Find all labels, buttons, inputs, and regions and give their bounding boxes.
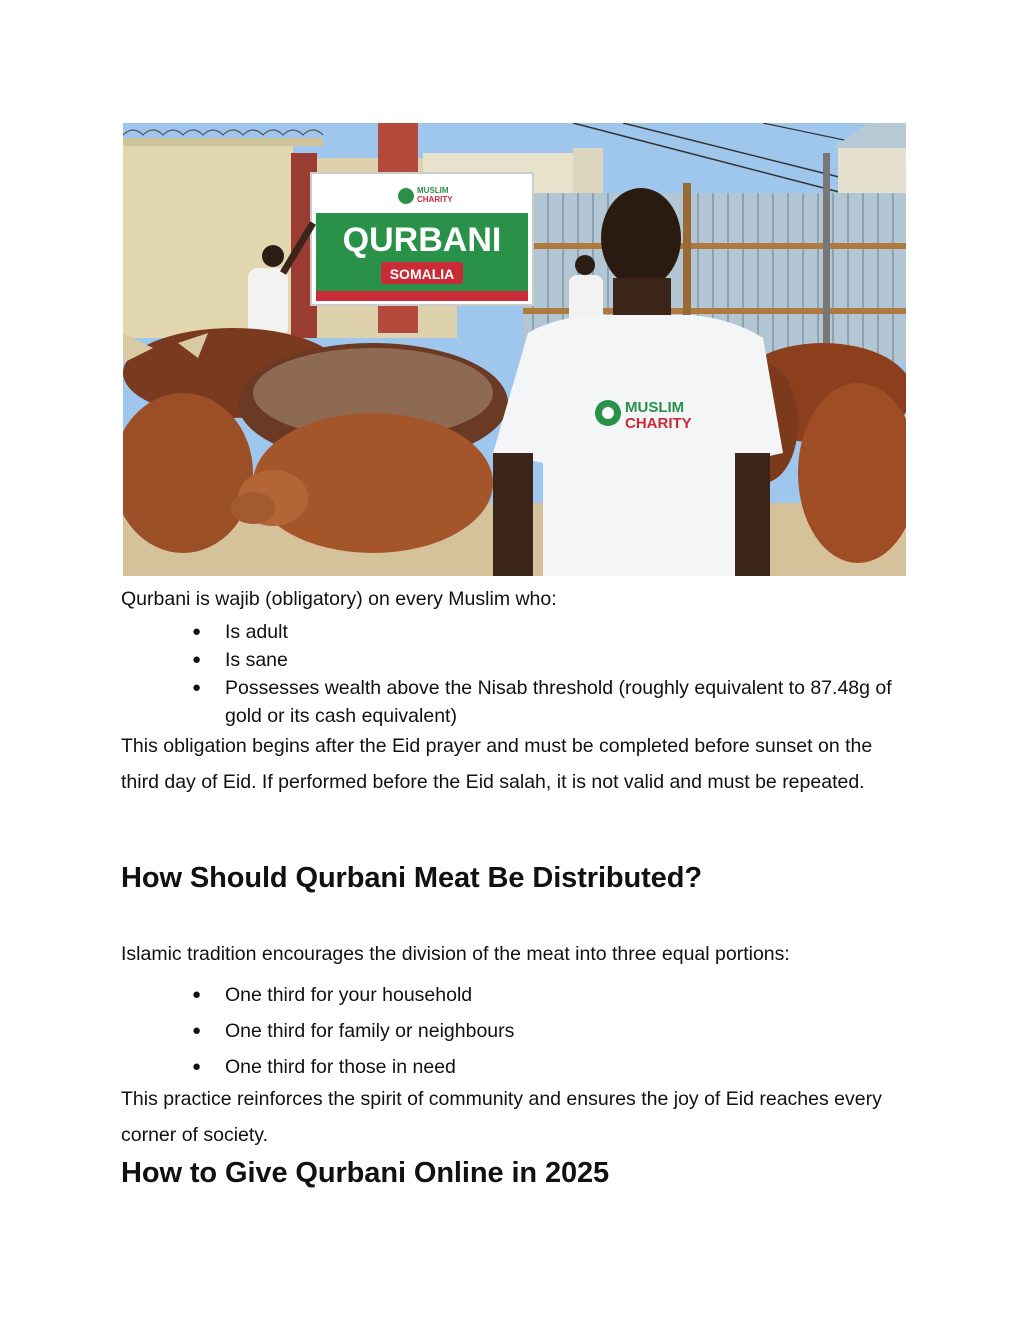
- sign-subtitle-text: SOMALIA: [389, 266, 455, 282]
- bullet-icon: ●: [192, 986, 202, 1003]
- online-heading: How to Give Qurbani Online in 2025: [121, 1157, 610, 1189]
- list-item: ● One third for family or neighbours: [192, 1013, 892, 1049]
- sign-title-text: QURBANI: [342, 221, 502, 259]
- list-item: ● Is sane: [192, 646, 892, 674]
- bullet-icon: ●: [192, 1058, 202, 1075]
- timing-paragraph: This obligation begins after the Eid prayer and must be completed before sunset on the third day of Eid. If performed before the Eid salah, it is not valid and must be repeated.: [121, 735, 873, 793]
- shirt-brand-line1: MUSLIM: [625, 399, 685, 416]
- distribution-intro: Islamic tradition encourages the division of the meat into three equal portions:: [121, 943, 790, 965]
- list-item: ● One third for those in need: [192, 1049, 892, 1085]
- eligibility-intro: Qurbani is wajib (obligatory) on every Muslim who:: [121, 588, 557, 610]
- bullet-icon: ●: [192, 1022, 202, 1039]
- list-item: ● One third for your household: [192, 977, 892, 1013]
- list-item: ● Is adult: [192, 618, 892, 646]
- bullet-icon: ●: [192, 651, 202, 668]
- svg-text:CHARITY: CHARITY: [417, 195, 453, 204]
- bullet-icon: ●: [192, 623, 202, 640]
- shirt-brand-line2: CHARITY: [625, 415, 692, 432]
- eligibility-list: [192, 618, 892, 730]
- distribution-closing: This practice reinforces the spirit of community and ensures the joy of Eid reaches every corner of society.: [121, 1088, 882, 1146]
- list-item: ● Possesses wealth above the Nisab threshold (roughly equivalent to 87.48g of gold or its cash equivalent): [192, 674, 892, 730]
- sign-brand-text: MUSLIM: [417, 186, 449, 195]
- distribution-list: [192, 977, 892, 1085]
- qurbani-somalia-photo: [123, 123, 906, 576]
- bullet-icon: ●: [192, 679, 202, 696]
- distribution-heading: How Should Qurbani Meat Be Distributed?: [121, 862, 702, 894]
